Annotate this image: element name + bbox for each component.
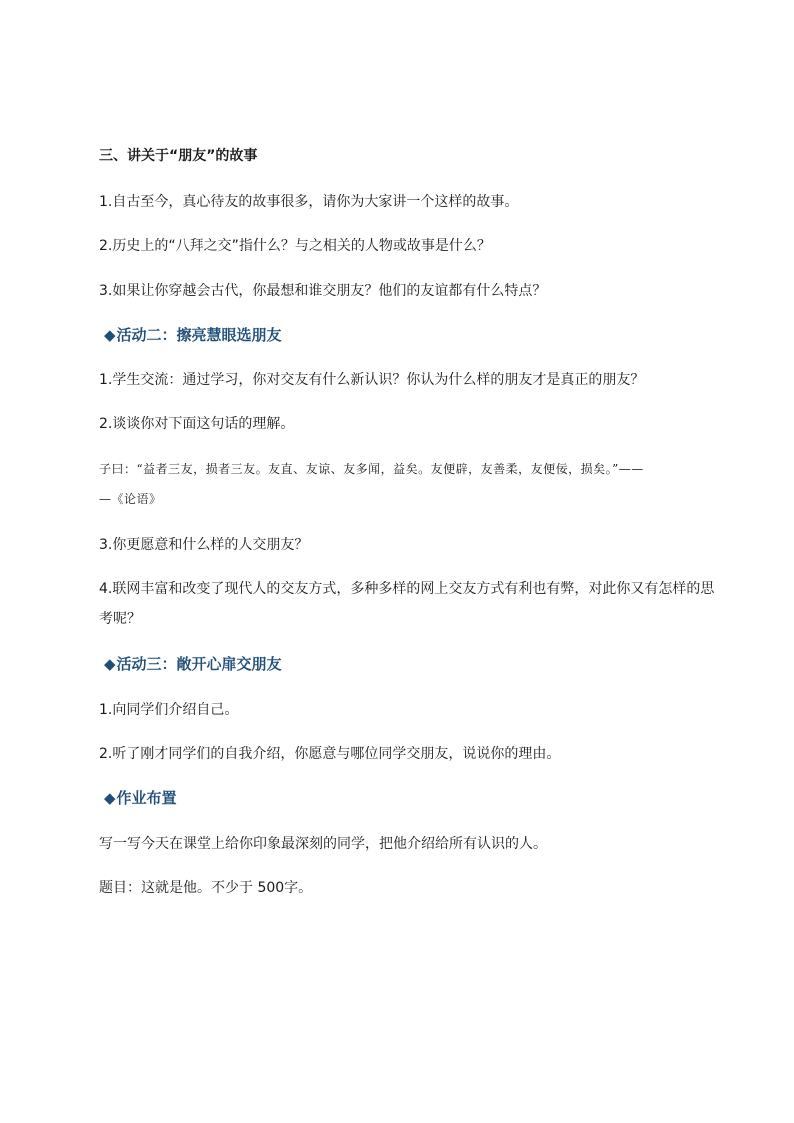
activity-two-question-2: 2.谈谈你对下面这句话的理解。 <box>99 416 295 432</box>
section-three-title: 三、讲关于“朋友”的故事 <box>99 148 258 164</box>
homework-heading <box>104 788 734 808</box>
activity-three-heading <box>104 654 734 674</box>
analects-quote-line-1: 子曰：“益者三友，损者三友。友直、友谅、友多闻，益矣。友便辟，友善柔，友便佞，损矣。”—— <box>99 462 644 476</box>
section-three-question-2: 2.历史上的“八拜之交”指什么？与之相关的人物或故事是什么？ <box>99 238 491 254</box>
homework-title: 作业布置 <box>116 789 177 807</box>
diamond-bullet-icon: ◆ <box>104 789 116 807</box>
activity-three-question-2: 2.听了刚才同学们的自我介绍，你愿意与哪位同学交朋友，说说你的理由。 <box>99 746 561 762</box>
activity-two-question-4-line-2: 考呢？ <box>99 611 141 627</box>
homework-line-2: 题目：这就是他。不少于 500字。 <box>99 880 313 896</box>
activity-three-question-1: 1.向同学们介绍自己。 <box>99 702 239 718</box>
activity-two-question-1: 1.学生交流：通过学习，你对交友有什么新认识？你认为什么样的朋友才是真正的朋友？ <box>99 372 645 388</box>
diamond-bullet-icon: ◆ <box>104 655 116 673</box>
diamond-bullet-icon: ◆ <box>104 326 116 344</box>
analects-quote-line-2: —《论语》 <box>99 492 162 506</box>
activity-two-question-3: 3.你更愿意和什么样的人交朋友？ <box>99 537 309 553</box>
activity-three-title: 活动三：敞开心扉交朋友 <box>116 655 282 673</box>
section-three-question-1: 1.自古至今，真心待友的故事很多，请你为大家讲一个这样的故事。 <box>99 194 519 210</box>
activity-two-heading <box>104 325 734 345</box>
section-three-question-3: 3.如果让你穿越会古代，你最想和谁交朋友？他们的友谊都有什么特点？ <box>99 283 547 299</box>
activity-two-title: 活动二：擦亮慧眼选朋友 <box>116 326 282 344</box>
activity-two-question-4-line-1: 4.联网丰富和改变了现代人的交友方式，多种多样的网上交友方式有利也有弊，对此你又有怎样的思 <box>99 581 715 597</box>
homework-line-1: 写一写今天在课堂上给你印象最深刻的同学，把他介绍给所有认识的人。 <box>99 836 547 852</box>
